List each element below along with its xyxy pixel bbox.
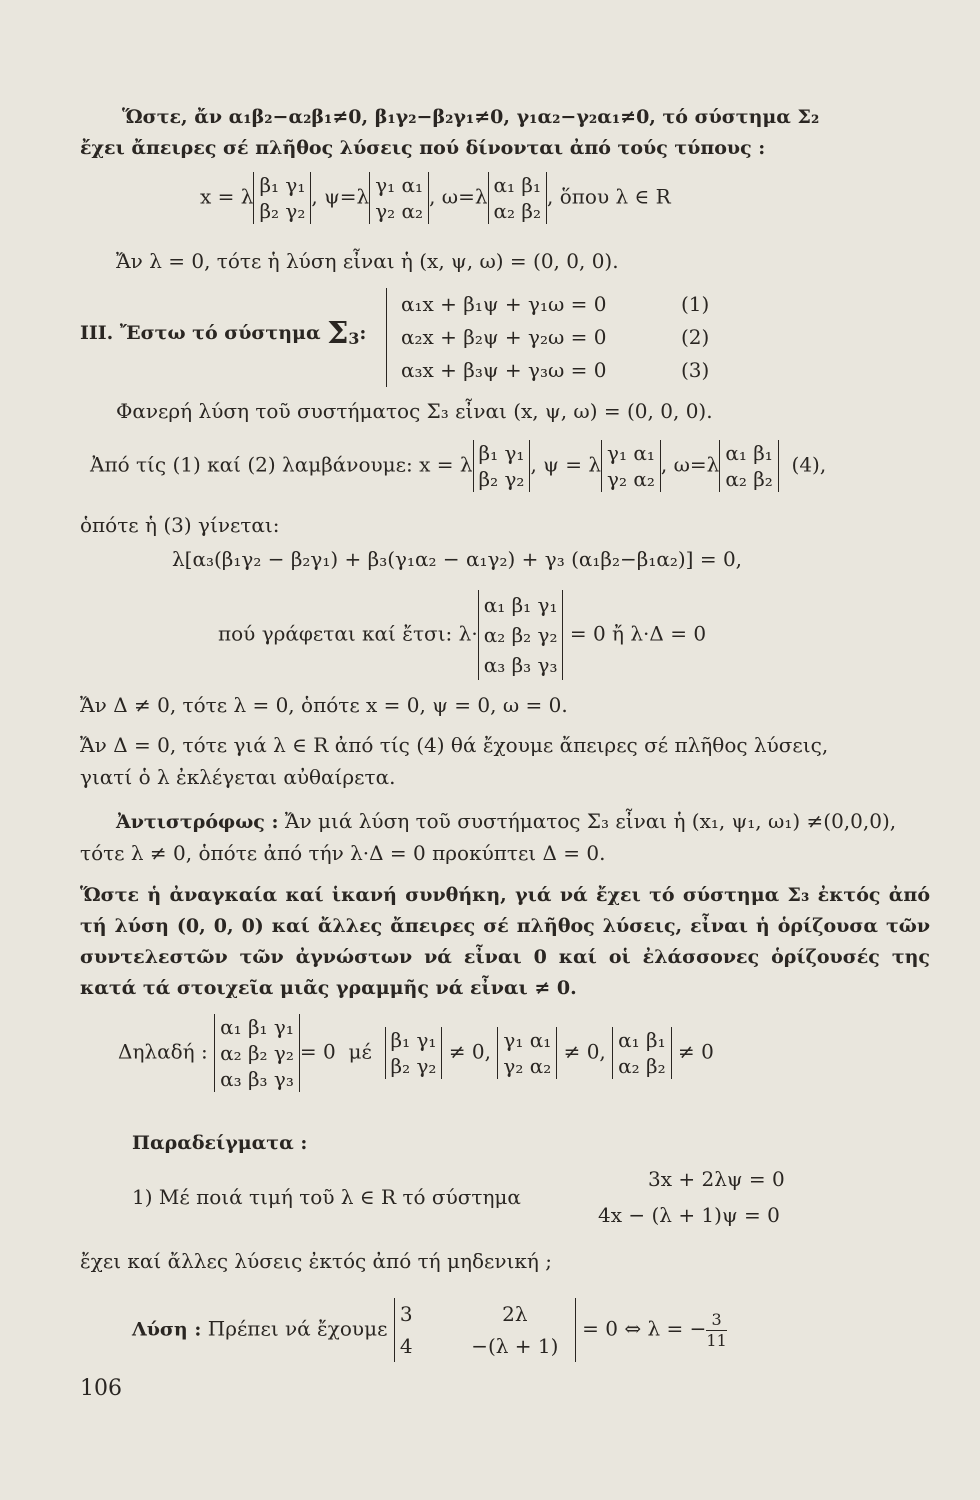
formula-1: [200, 172, 671, 224]
sigma-symbol: Σ: [327, 316, 349, 351]
then-line: ὁπότε ἡ (3) γίνεται:: [80, 513, 280, 537]
namely-conditions: Δηλαδή : α₁ β₁ γ₁ α₂ β₂ γ₂ α₃ β₃ γ₃ = 0 μέ β₁ γ₁ β₂ γ₂ ≠ 0, γ₁ α₁ γ₂ α₂ ≠ 0, α₁ β₁ α₂ β₂ ≠ 0: [118, 1015, 714, 1091]
lambda-zero-line: Ἄν λ = 0, τότε ἡ λύση εἶναι ἡ (x, ψ, ω) = (0, 0, 0).: [116, 249, 619, 273]
converse-line-2: τότε λ ≠ 0, ὁπότε ἀπό τήν λ·Δ = 0 προκύπτει Δ = 0.: [80, 841, 606, 865]
solution-line: Λύση : Πρέπει νά ἔχουμε 3 2λ 4 −(λ + 1) = 0 ⇔ λ = − $\frac{3}{11}$: [132, 1298, 727, 1362]
intro-line-2: ἔχει ἄπειρες σέ πλῆθος λύσεις πού δίνονται ἀπό τούς τύπους :: [80, 137, 766, 159]
section-3-label: III. Ἔστω τό σύστημα $\Sigma_3$:: [80, 316, 367, 351]
system-sigma-3: [386, 288, 741, 387]
formula-2: Ἀπό τίς (1) καί (2) λαμβάνουμε: x = λ β₁ γ₁ β₂ γ₂ , ψ = λ γ₁ α₁ γ₂ α₂ , ω=λ α₁ β₁ α₂ β₂ (4),: [90, 441, 827, 491]
determinant-delta: α₁ β₁ γ₁ α₂ β₂ γ₂ α₃ β₃ γ₃: [478, 590, 564, 680]
determinant-omega: α₁ β₁ α₂ β₂: [488, 172, 547, 224]
determinant-omega-2: α₁ β₁ α₂ β₂: [719, 440, 778, 492]
determinant-3x3: α₁ β₁ γ₁ α₂ β₂ γ₂ α₃ β₃ γ₃: [214, 1014, 300, 1092]
minor-a: β₁ γ₁ β₂ γ₂: [385, 1027, 443, 1079]
obvious-solution: Φανερή λύση τοῦ συστήματος Σ₃ εἶναι (x, ψ, ω) = (0, 0, 0).: [116, 399, 713, 423]
delta-nonzero-line: Ἄν Δ ≠ 0, τότε λ = 0, ὁπότε x = 0, ψ = 0, ω = 0.: [80, 693, 568, 717]
formula-1-omega: , ω=λ: [429, 184, 488, 209]
system-equation-1: α₁x + β₁ψ + γ₁ω = 0 (1): [401, 292, 710, 316]
determinant-x: β₁ γ₁ β₂ γ₂: [253, 172, 311, 224]
determinant-x-2: β₁ γ₁ β₂ γ₂: [473, 440, 531, 492]
solution-determinant: 3 2λ 4 −(λ + 1): [394, 1298, 576, 1362]
minor-c: α₁ β₁ α₂ β₂: [612, 1027, 671, 1079]
page-number: 106: [80, 1376, 122, 1401]
conclusion-paragraph: Ὥστε ἡ ἀναγκαία καί ἱκανή συνθήκη, γιά νά ἔχει τό σύστημα Σ₃ ἐκτός ἀπό τή λύση (0, 0, 0) καί ἄλλες ἄπειρες σέ πλῆθος λύσεις, εἶναι ἡ ὁρίζουσα τῶν συντελεστῶν τῶν ἀγνώστων νά εἶναι 0 καί οἱ ἐλάσσονες ὁρίζουσές της κατά τά στοιχεῖα μιᾶς γραμμῆς νά εἶναι ≠ 0.: [80, 884, 930, 999]
determinant-psi-2: γ₁ α₁ γ₂ α₂: [601, 440, 661, 492]
system-equation-3: α₃x + β₃ψ + γ₃ω = 0 (3): [401, 358, 710, 382]
equation-label-4: (4),: [791, 452, 827, 477]
intro-line-1: Ὥστε, ἄν α₁β₂−α₂β₁≠0, β₁γ₂−β₂γ₁≠0, γ₁α₂−γ₂α₁≠0, τό σύστημα Σ₂: [122, 106, 820, 128]
formula-1-suffix: , ὅπου λ ∈ R: [547, 184, 671, 209]
example-1-question: 1) Μέ ποιά τιμή τοῦ λ ∈ R τό σύστημα: [132, 1185, 521, 1209]
delta-zero-line-1: Ἄν Δ = 0, τότε γιά λ ∈ R ἀπό τίς (4) θά ἔχουμε ἄπειρες σέ πλῆθος λύσεις,: [80, 733, 829, 757]
minor-b: γ₁ α₁ γ₂ α₂: [497, 1027, 557, 1079]
converse-line-1: Ἀντιστρόφως : Ἄν μιά λύση τοῦ συστήματος Σ₃ εἶναι ἡ (x₁, ψ₁, ω₁) ≠(0,0,0),: [116, 809, 897, 833]
formula-1-psi: , ψ=λ: [311, 184, 370, 209]
fraction: $\frac{3}{11}$: [706, 1309, 727, 1350]
delta-zero-line-2: γιατί ὁ λ ἐκλέγεται αὐθαίρετα.: [80, 765, 396, 789]
formula-1-x: x = λ: [200, 184, 254, 209]
determinant-form: πού γράφεται καί ἔτσι: λ· α₁ β₁ γ₁ α₂ β₂ γ₂ α₃ β₃ γ₃ = 0 ἤ λ·Δ = 0: [218, 590, 706, 680]
example-1-question-2: ἔχει καί ἄλλες λύσεις ἐκτός ἀπό τή μηδενική ;: [80, 1249, 552, 1273]
determinant-psi: γ₁ α₁ γ₂ α₂: [369, 172, 429, 224]
expanded-equation: λ[α₃(β₁γ₂ − β₂γ₁) + β₃(γ₁α₂ − α₁γ₂) + γ₃ (α₁β₂−β₁α₂)] = 0,: [172, 547, 743, 571]
converse-label: Ἀντιστρόφως :: [116, 811, 279, 833]
example-1-eq1: 3x + 2λψ = 0: [648, 1167, 785, 1191]
example-1-eq2: 4x − (λ + 1)ψ = 0: [598, 1203, 780, 1227]
solution-label: Λύση :: [132, 1318, 202, 1341]
system-equation-2: α₂x + β₂ψ + γ₂ω = 0 (2): [401, 325, 710, 349]
examples-title: Παραδείγματα :: [132, 1132, 308, 1154]
